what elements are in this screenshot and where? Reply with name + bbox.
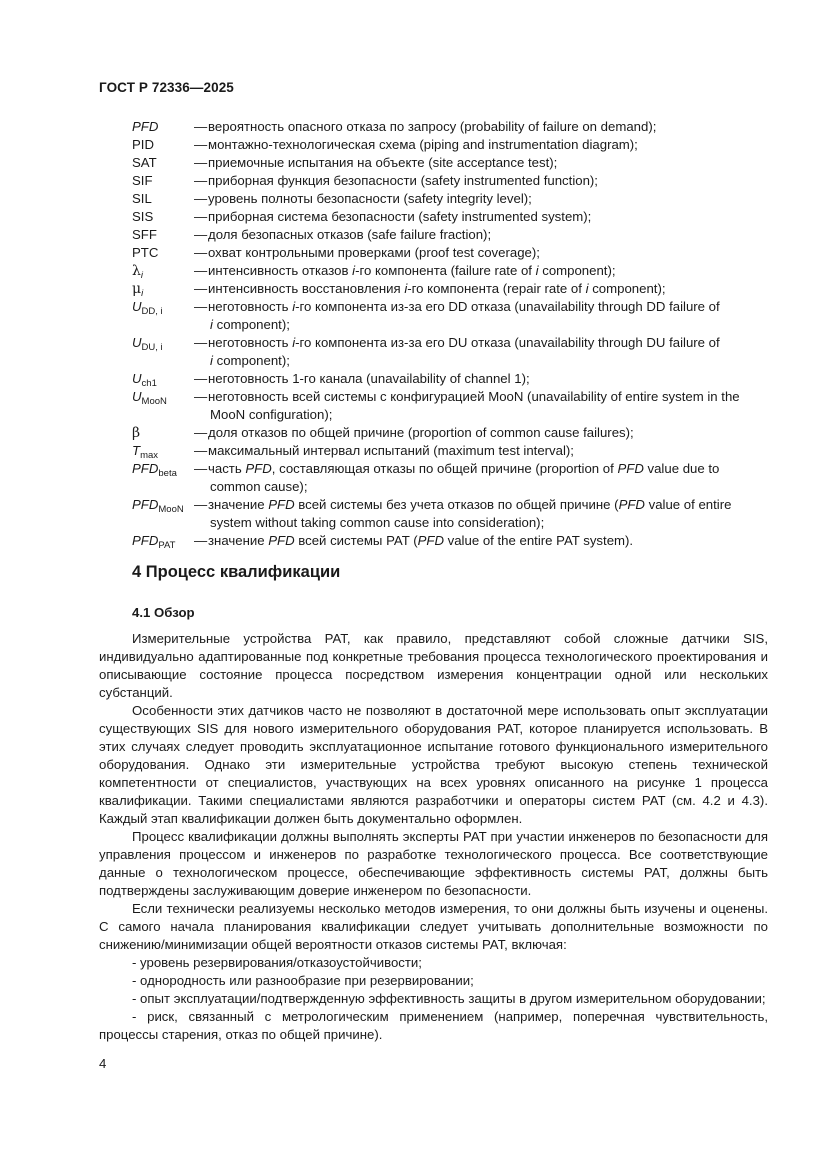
abbreviation-term: SFF — [132, 227, 157, 242]
abbreviation-item — [132, 280, 768, 298]
abbreviation-term: PTC — [132, 245, 159, 260]
abbreviation-term: $\lambda_i$ — [132, 263, 143, 281]
abbreviation-definition: —доля отказов по общей причине (proportion of common cause failures); — [194, 425, 634, 440]
abbreviation-item — [132, 370, 768, 388]
abbreviation-definition: —вероятность опасного отказа по запросу (probability of failure on demand); — [194, 119, 657, 134]
abbreviation-term: $U_{ch1}$ — [132, 371, 157, 389]
abbreviation-item — [132, 226, 768, 244]
abbreviation-definition: —максимальный интервал испытаний (maximum test interval); — [194, 443, 574, 458]
abbreviation-term: $U_{DD, i}$ — [132, 299, 163, 317]
abbreviation-definition: —уровень полноты безопасности (safety integrity level); — [194, 191, 532, 206]
abbreviation-term: $T_{max}$ — [132, 443, 159, 461]
abbreviation-definition: —неготовность i-го компонента из-за его DD отказа (unavailability through DD failure of i component); — [194, 299, 720, 332]
abbreviation-item — [132, 496, 768, 532]
abbreviation-term: PID — [132, 137, 154, 152]
list-item: - риск, связанный с метрологическим применением (например, поперечная чувствительность, процессы старения, отказ по общей причине). — [99, 1009, 768, 1042]
abbreviation-definition: —неготовность i-го компонента из-за его DU отказа (unavailability through DU failure of i component); — [194, 335, 720, 368]
abbreviation-list — [132, 118, 768, 550]
abbreviation-definition: —монтажно-технологическая схема (piping and instrumentation diagram); — [194, 137, 638, 152]
abbreviation-term: SIL — [132, 191, 152, 206]
abbreviation-item — [132, 442, 768, 460]
body-paragraph: Особенности этих датчиков часто не позволяют в достаточной мере использовать опыт эксплуатации существующих SIS для нового измерительного оборудования PAT, которое планируется использовать. В этих случаях следует проводить эксплуатационное испытание готового функционального измерительного оборудования. Однако эти измерительные устройства требуют высокую степень технической компетентности от специалистов, участвующих на всех уровнях описанного на рисунке 1 процесса квалификации. Такими специалистами являются разработчики и операторы систем PAT (см. 4.2 и 4.3). Каждый этап квалификации должен быть документально оформлен. — [99, 703, 768, 826]
abbreviation-definition: —доля безопасных отказов (safe failure fraction); — [194, 227, 492, 242]
abbreviation-definition: —охват контрольными проверками (proof test coverage); — [194, 245, 540, 260]
abbreviation-term: SAT — [132, 155, 157, 170]
abbreviation-item — [132, 172, 768, 190]
abbreviation-item — [132, 298, 768, 334]
abbreviation-item — [132, 208, 768, 226]
abbreviation-term: PFD — [132, 119, 159, 134]
abbreviation-item — [132, 262, 768, 280]
body-paragraph: Процесс квалификации должны выполнять эксперты PAT при участии инженеров по безопасности для управления процессом и инженеров по разработке технологического процесса. Все соответствующие данные о технологическом процессе, обеспечивающие эффективность системы PAT, должны быть подтверждены заслуживающим доверие инженером по безопасности. — [99, 829, 768, 898]
section-heading: 4 Процесс квалификации — [132, 563, 341, 581]
abbreviation-item — [132, 334, 768, 370]
abbreviation-definition: —приборная функция безопасности (safety instrumented function); — [194, 173, 598, 188]
abbreviation-item — [132, 424, 768, 442]
body-paragraph: Если технически реализуемы несколько методов измерения, то они должны быть изучены и оценены. С самого начала планирования квалификации следует учитывать дополнительные возможности по снижению/минимизации общей вероятности отказов системы PAT, включая: — [99, 901, 768, 952]
abbreviation-term: SIS — [132, 209, 154, 224]
section-body — [99, 630, 768, 1044]
abbreviation-item — [132, 532, 768, 550]
abbreviation-item — [132, 136, 768, 154]
abbreviation-definition: —неготовность всей системы с конфигурацией MooN (unavailability of entire system in the MooN configuration); — [194, 389, 740, 422]
abbreviation-term: $U_{DU, i}$ — [132, 335, 163, 353]
abbreviation-item — [132, 190, 768, 208]
abbreviation-item — [132, 154, 768, 172]
abbreviation-definition: —неготовность 1-го канала (unavailability of channel 1); — [194, 371, 530, 386]
abbreviation-item — [132, 460, 768, 496]
abbreviation-item — [132, 244, 768, 262]
abbreviation-definition: —интенсивность отказов i-го компонента (failure rate of i component); — [194, 263, 616, 278]
abbreviation-term: $PFD_{beta}$ — [132, 461, 177, 479]
abbreviation-term: SIF — [132, 173, 153, 188]
abbreviation-definition: —значение PFD всей системы PAT (PFD value of the entire PAT system). — [194, 533, 634, 548]
list-item: - уровень резервирования/отказоустойчивости; — [132, 955, 422, 970]
document-code-header: ГОСТ Р 72336—2025 — [99, 80, 234, 95]
list-item: - опыт эксплуатации/подтвержденную эффективность защиты в другом измерительном оборудовании; — [132, 991, 766, 1006]
abbreviation-term: $PFD_{PAT}$ — [132, 533, 176, 551]
abbreviation-definition: —интенсивность восстановления i-го компонента (repair rate of i component); — [194, 281, 666, 296]
abbreviation-term: $U_{MooN}$ — [132, 389, 167, 407]
abbreviation-definition: —часть PFD, составляющая отказы по общей причине (proportion of PFD value due to common cause); — [194, 461, 720, 494]
subsection-heading: 4.1 Обзор — [132, 605, 195, 620]
abbreviation-definition: —приборная система безопасности (safety instrumented system); — [194, 209, 592, 224]
abbreviation-definition: —приемочные испытания на объекте (site acceptance test); — [194, 155, 558, 170]
abbreviation-item — [132, 118, 768, 136]
body-paragraph: Измерительные устройства PAT, как правило, представляют собой сложные датчики SIS, индивидуально адаптированные под конкретные требования процесса технологического проектирования и описывающие состояние процесса посредством измерения концентрации одной или нескольких субстанций. — [99, 631, 768, 700]
abbreviation-item — [132, 388, 768, 424]
page-number: 4 — [99, 1056, 107, 1071]
abbreviation-term: $\mu_i$ — [132, 281, 144, 299]
abbreviation-term: β — [132, 425, 141, 441]
abbreviation-definition: —значение PFD всей системы без учета отказов по общей причине (PFD value of entire system without taking common cause into consideration); — [194, 497, 732, 530]
abbreviation-term: $PFD_{MooN}$ — [132, 497, 184, 515]
list-item: - однородность или разнообразие при резервировании; — [132, 973, 474, 988]
